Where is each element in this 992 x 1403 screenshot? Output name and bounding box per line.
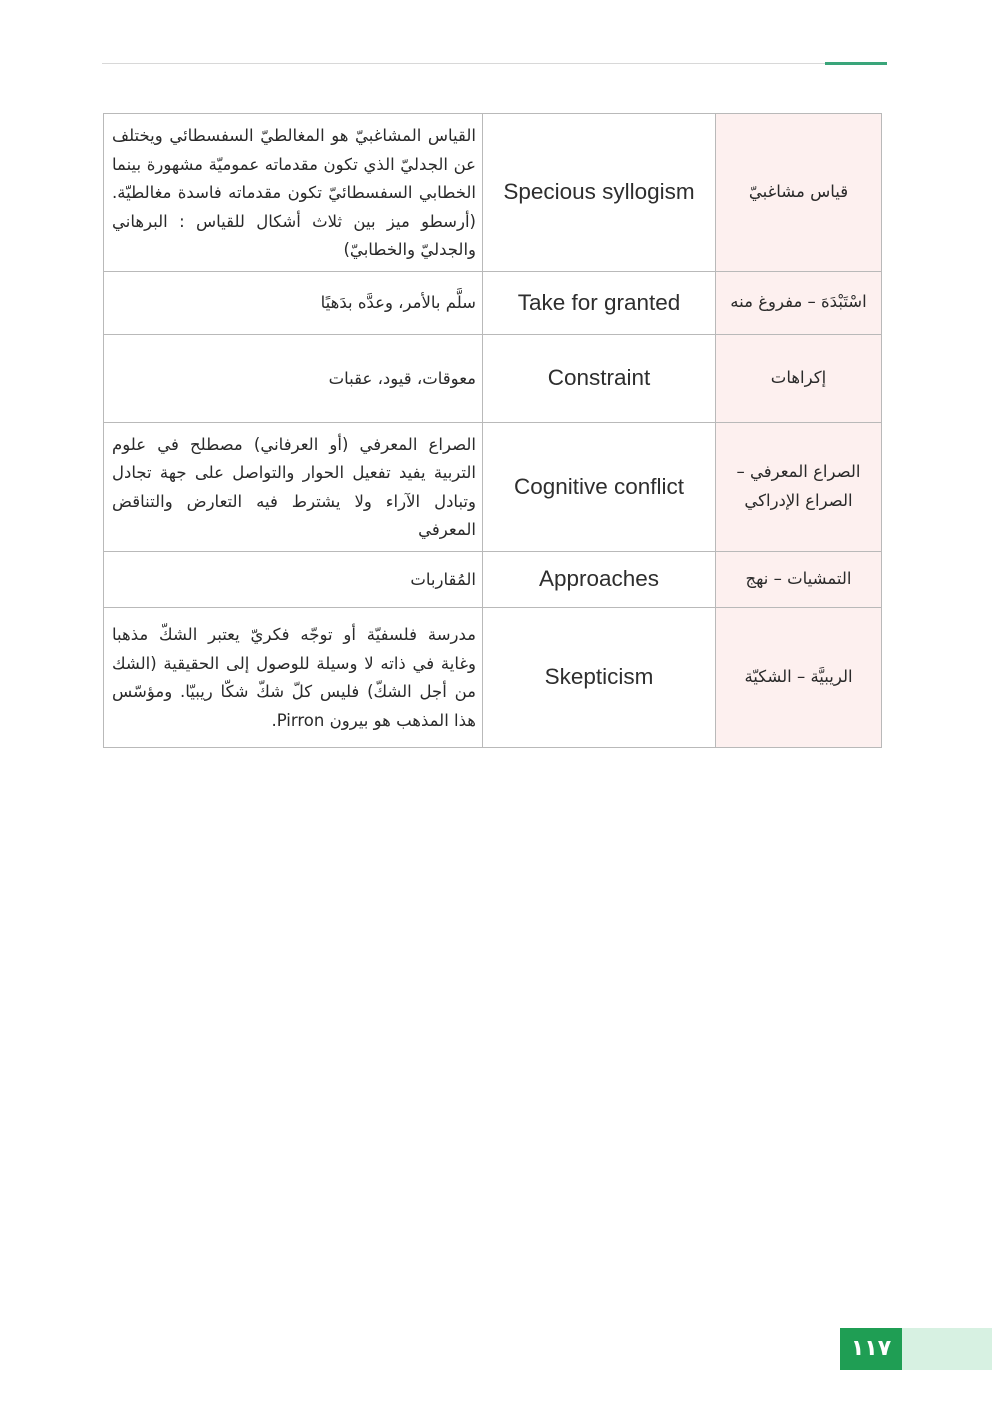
header-rule: [102, 63, 887, 64]
page-number: ١١٧: [840, 1328, 902, 1370]
table-row: [104, 334, 882, 422]
arabic-term-cell: إكراهات: [716, 334, 882, 422]
arabic-term-cell: قياس مشاغبيّ: [716, 114, 882, 272]
arabic-term-cell: التمشيات – نهج: [716, 551, 882, 607]
table-row: [104, 271, 882, 334]
definition-cell: القياس المشاغبيّ هو المغالطيّ السفسطائي ويختلف عن الجدليّ الذي تكون مقدماته عموميّة مشهورة بينما الخطابي السفسطائيّ تكون مقدماته فاسدة مغالطيّة. (أرسطو ميز بين ثلاث أشكال للقياس : البرهاني والجدليّ والخطابيّ): [104, 114, 483, 272]
english-term-cell: Constraint: [483, 334, 716, 422]
arabic-term-cell: الريبيَّة – الشكيّة: [716, 607, 882, 747]
page-number-strip: [902, 1328, 992, 1370]
english-term-cell: Cognitive conflict: [483, 422, 716, 551]
arabic-term-cell: الصراع المعرفي – الصراع الإدراكي: [716, 422, 882, 551]
glossary-table: [103, 113, 882, 748]
table-row: [104, 551, 882, 607]
english-term-cell: Specious syllogism: [483, 114, 716, 272]
definition-cell: سلَّم بالأمر، وعدَّه بدَهيًا: [104, 271, 483, 334]
definition-cell: الصراع المعرفي (أو العرفاني) مصطلح في علوم التربية يفيد تفعيل الحوار والتواصل على جهة تجادل وتبادل الآراء ولا يشترط فيه التعارض والتناقض المعرفي: [104, 422, 483, 551]
table-row: [104, 114, 882, 272]
table-row: [104, 422, 882, 551]
english-term-cell: Take for granted: [483, 271, 716, 334]
definition-cell: مدرسة فلسفيّة أو توجّه فكريّ يعتبر الشكّ مذهبا وغاية في ذاته لا وسيلة للوصول إلى الحقيقية (الشك من أجل الشكّ) فليس كلّ شكّ شكّا ريبيّا. ومؤسّس هذا المذهب هو بيرون Pirron.: [104, 607, 483, 747]
english-term-cell: Skepticism: [483, 607, 716, 747]
definition-cell: معوقات، قيود، عقبات: [104, 334, 483, 422]
english-term-cell: Approaches: [483, 551, 716, 607]
table-row: [104, 607, 882, 747]
definition-cell: المُقاربات: [104, 551, 483, 607]
header-accent-bar: [825, 62, 887, 65]
arabic-term-cell: اسْتَبْدَهَ – مفروغ منه: [716, 271, 882, 334]
